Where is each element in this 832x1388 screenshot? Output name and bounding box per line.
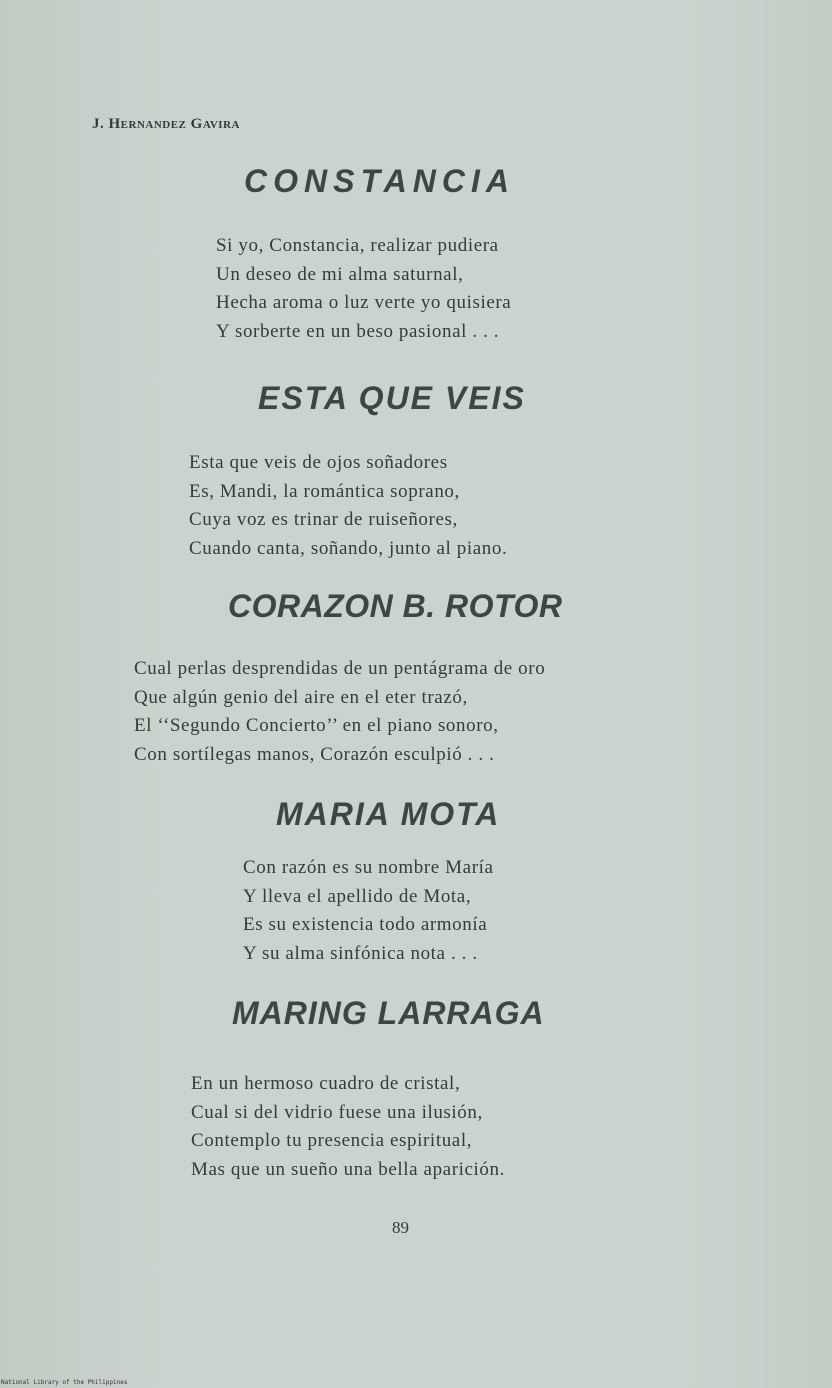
verse-line: Si yo, Constancia, realizar pudiera: [216, 235, 499, 256]
poem-stanza-constancia: [216, 232, 511, 346]
verse-line: Es, Mandi, la romántica soprano,: [189, 480, 460, 502]
page-number: 89: [392, 1218, 409, 1237]
poem-stanza-maring-larraga: [191, 1070, 505, 1184]
poem-title-maria-mota: MARIA MOTA: [276, 796, 501, 832]
verse-line: Esta que veis de ojos soñadores: [189, 452, 448, 473]
verse-line: Hecha aroma o luz verte yo quisiera: [216, 292, 512, 313]
poem-title-corazon-b-rotor: CORAZON B. ROTOR: [228, 588, 563, 624]
verse-line: Cuando canta, soñando, junto al piano.: [189, 537, 508, 559]
poem-title-maring-larraga: MARING LARRAGA: [232, 995, 545, 1031]
poem-stanza-corazon-b-rotor: [134, 655, 545, 769]
running-head: J. Hernandez Gavira: [92, 116, 240, 132]
poem-stanza-maria-mota: [243, 854, 494, 968]
verse-line: Un deseo de mi alma saturnal,: [216, 263, 464, 285]
poem-title-constancia: CONSTANCIA: [244, 163, 515, 199]
verse-line: Con razón es su nombre María: [243, 857, 494, 878]
verse-line: Cual si del vidrio fuese una ilusión,: [191, 1101, 483, 1123]
verse-line: Es su existencia todo armonía: [243, 914, 488, 935]
verse-line: Con sortílegas manos, Corazón esculpió . . .: [134, 743, 495, 765]
verse-line: Cuya voz es trinar de ruiseñores,: [189, 509, 458, 530]
verse-line: Mas que un sueño una bella aparición.: [191, 1158, 505, 1180]
poem-stanza-esta-que-veis: [189, 449, 507, 563]
verse-line: Y lleva el apellido de Mota,: [243, 885, 472, 907]
verse-line: Contemplo tu presencia espiritual,: [191, 1130, 473, 1151]
verse-line: Cual perlas desprendidas de un pentágrama de oro: [134, 658, 546, 679]
verse-line: Y su alma sinfónica nota . . .: [243, 942, 478, 964]
verse-line: En un hermoso cuadro de cristal,: [191, 1073, 461, 1094]
poem-title-esta-que-veis: ESTA QUE VEIS: [258, 380, 526, 416]
verse-line: Y sorberte en un beso pasional . . .: [216, 320, 500, 342]
verse-line: Que algún genio del aire en el eter trazó,: [134, 686, 468, 708]
verse-line: El ‘‘Segundo Concierto’’ en el piano sonoro,: [134, 715, 499, 736]
library-credit: National Library of the Philippines: [1, 1379, 128, 1386]
